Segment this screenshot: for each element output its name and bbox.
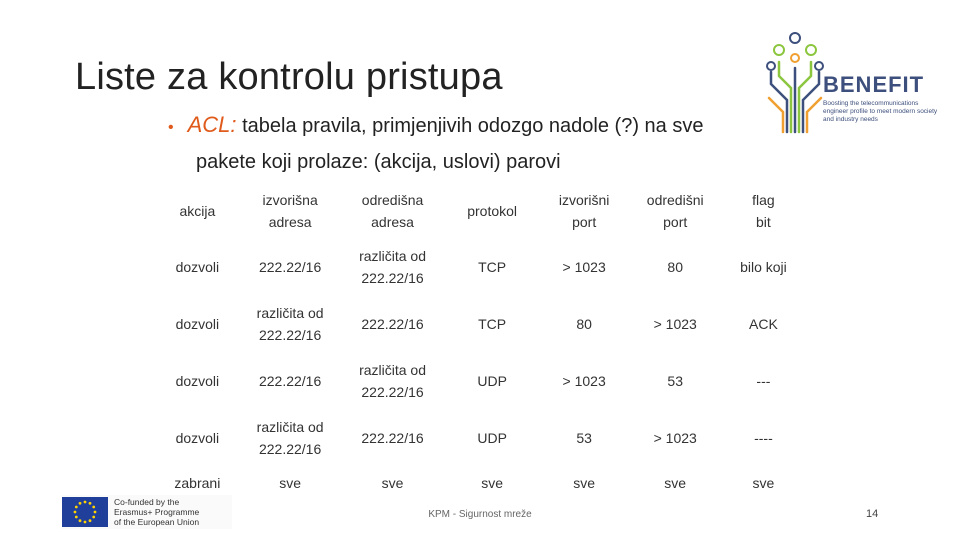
table-cell: 222.22/16: [341, 296, 445, 353]
table-cell: ---: [722, 353, 805, 410]
logo-tagline: Boosting the telecommunications engineer profile to meet modern society and industry needs: [823, 100, 938, 123]
table-cell: zabrani: [155, 467, 240, 500]
table-cell: 53: [629, 353, 722, 410]
page-number: 14: [866, 508, 879, 520]
bullet-continuation: pakete koji prolaze: (akcija, uslovi) parovi: [196, 151, 561, 173]
table-cell: različita od 222.22/16: [240, 296, 341, 353]
acl-term: ACL:: [187, 112, 237, 137]
table-cell: sve: [445, 467, 540, 500]
header-cell-source-port: izvorišni port: [540, 184, 629, 239]
slide-footer: KPM - Sigurnost mreže: [428, 509, 532, 520]
eu-flag-icon: [62, 497, 108, 527]
acl-rules-table: [155, 184, 805, 500]
table-row: [155, 296, 805, 353]
table-cell: dozvoli: [155, 353, 240, 410]
logo-wordmark: BENEFIT: [823, 72, 925, 97]
header-cell-dest-address: odredišna adresa: [341, 184, 445, 239]
table-cell: sve: [540, 467, 629, 500]
table-cell: dozvoli: [155, 410, 240, 467]
table-cell: 80: [540, 296, 629, 353]
table-cell: ----: [722, 410, 805, 467]
header-cell-protocol: protokol: [445, 184, 540, 239]
table-cell: 80: [629, 239, 722, 296]
table-cell: 222.22/16: [240, 239, 341, 296]
table-cell: > 1023: [629, 296, 722, 353]
header-cell-source-address: izvorišna adresa: [240, 184, 341, 239]
eu-badge-text: Co-funded by the Erasmus+ Programme of the European Union: [114, 497, 200, 527]
table-cell: TCP: [445, 239, 540, 296]
table-cell: sve: [240, 467, 341, 500]
benefit-logo: [765, 28, 945, 138]
table-row: [155, 239, 805, 296]
header-cell-flag-bit: flag bit: [722, 184, 805, 239]
bullet-point: [168, 108, 778, 179]
table-cell: različita od 222.22/16: [341, 239, 445, 296]
bullet-dot-icon: •: [168, 119, 174, 136]
table-row: [155, 353, 805, 410]
table-cell: dozvoli: [155, 296, 240, 353]
table-row: [155, 410, 805, 467]
table-cell: 222.22/16: [341, 410, 445, 467]
table-cell: 222.22/16: [240, 353, 341, 410]
erasmus-cofunded-badge: [62, 495, 232, 529]
table-cell: sve: [629, 467, 722, 500]
table-cell: dozvoli: [155, 239, 240, 296]
table-cell: UDP: [445, 410, 540, 467]
bullet-text: tabela pravila, primjenjivih odozgo nadole (?) na sve: [236, 115, 704, 137]
header-cell-dest-port: odredišni port: [629, 184, 722, 239]
slide-title: Liste za kontrolu pristupa: [75, 56, 503, 98]
table-cell: > 1023: [540, 353, 629, 410]
table-cell: 53: [540, 410, 629, 467]
table-cell: ACK: [722, 296, 805, 353]
table-cell: UDP: [445, 353, 540, 410]
table-row: [155, 467, 805, 500]
table-cell: sve: [722, 467, 805, 500]
table-cell: TCP: [445, 296, 540, 353]
circuit-tree-icon: [765, 28, 825, 138]
table-cell: > 1023: [540, 239, 629, 296]
header-cell-action: akcija: [155, 184, 240, 239]
table-cell: bilo koji: [722, 239, 805, 296]
table-cell: različita od 222.22/16: [240, 410, 341, 467]
table-cell: > 1023: [629, 410, 722, 467]
table-cell: sve: [341, 467, 445, 500]
table-cell: različita od 222.22/16: [341, 353, 445, 410]
table-header-row: [155, 184, 805, 239]
